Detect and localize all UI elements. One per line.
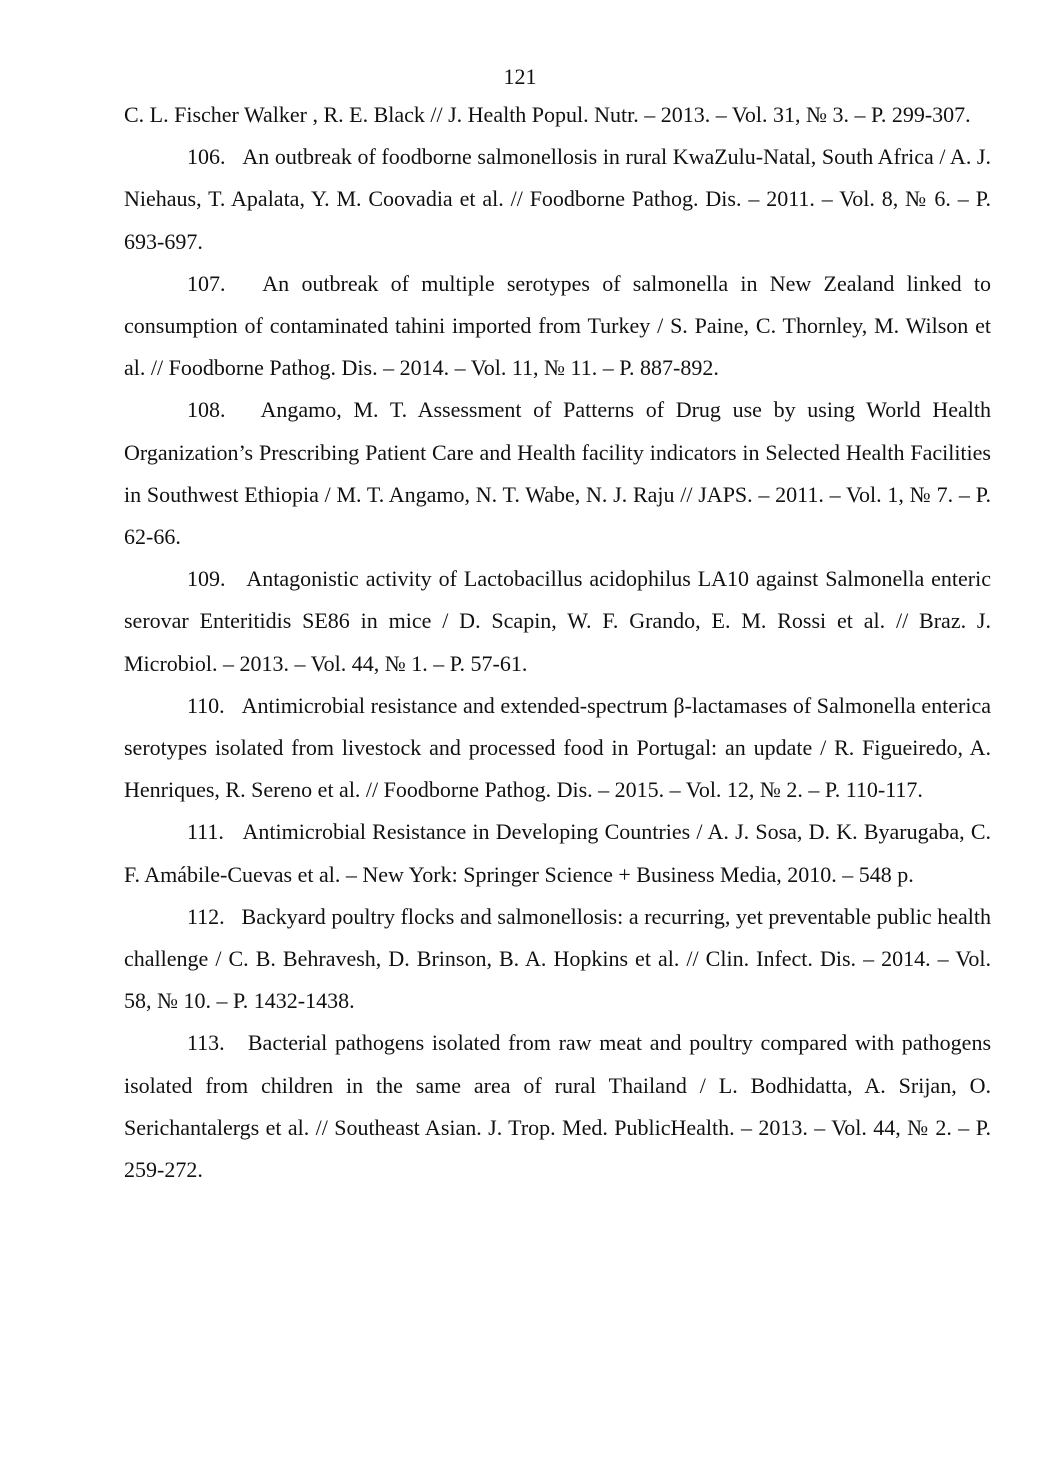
reference-text: Angamo, M. T. Assessment of Patterns of Drug use by using World Health Organization’s Prescribing Patient Care and Health facility indicators in Selected Health Facilities in Southwest Ethiopia / M. T. Angamo, N. T. Wabe, N. J. Raju // JAPS. – 2011. – Vol. 1, № 7. – P. 62-66.	[124, 397, 991, 550]
reference-number: 111.	[187, 819, 224, 845]
reference-item	[124, 896, 991, 1023]
reference-text: Antagonistic activity of Lactobacillus acidophilus LA10 against Salmonella enteric serovar Enteritidis SE86 in mice / D. Scapin, W. F. Grando, E. M. Rossi et al. // Braz. J. Microbiol. – 2013. – Vol. 44, № 1. – P. 57-61.	[124, 566, 991, 676]
reference-number: 112.	[187, 903, 225, 929]
reference-item	[124, 685, 991, 812]
reference-text: An outbreak of multiple serotypes of salmonella in New Zealand linked to consumption of contaminated tahini imported from Turkey / S. Paine, C. Thornley, M. Wilson et al. // Foodborne Pathog. Dis. – 2014. – Vol. 11, № 11. – P. 887-892.	[124, 270, 992, 381]
reference-number: 109.	[187, 566, 226, 592]
reference-list	[124, 94, 991, 1191]
reference-text: Backyard poultry flocks and salmonellosis: a recurring, yet preventable public health challenge / C. B. Behravesh, D. Brinson, B. A. Hopkins et al. // Clin. Infect. Dis. – 2014. – Vol. 58, № 10. – P. 1432-1438.	[124, 903, 991, 1014]
reference-text: Bacterial pathogens isolated from raw meat and poultry compared with pathogens isolated from children in the same area of rural Thailand / L. Bodhidatta, A. Srijan, O. Serichantalergs et al. // Southeast Asian. J. Trop. Med. PublicHealth. – 2013. – Vol. 44, № 2. – P. 259-272.	[124, 1030, 992, 1183]
reference-item	[124, 389, 991, 558]
reference-text: Antimicrobial Resistance in Developing Countries / A. J. Sosa, D. K. Byarugaba, C. F. Amábile-Cuevas et al. – New York: Springer Science + Business Media, 2010. – 548 p.	[124, 819, 991, 887]
reference-number: 108.	[187, 397, 226, 423]
reference-continuation: C. L. Fischer Walker , R. E. Black // J. Health Popul. Nutr. – 2013. – Vol. 31, № 3. – P. 299-307.	[124, 102, 971, 127]
reference-item	[124, 558, 991, 685]
reference-number: 107.	[187, 270, 226, 296]
reference-item	[124, 136, 991, 263]
reference-text: Antimicrobial resistance and extended-spectrum β-lactamases of Salmonella enterica serotypes isolated from livestock and processed food in Portugal: an update / R. Figueiredo, A. Henriques, R. Sereno et al. // Foodborne Pathog. Dis. – 2015. – Vol. 12, № 2. – P. 110-117.	[124, 692, 991, 803]
reference-number: 113.	[187, 1030, 225, 1056]
reference-text: An outbreak of foodborne salmonellosis in rural KwaZulu-Natal, South Africa / A. J. Niehaus, T. Apalata, Y. M. Coovadia et al. // Foodborne Pathog. Dis. – 2011. – Vol. 8, № 6. – P. 693-697.	[124, 144, 991, 254]
reference-item	[124, 811, 991, 895]
reference-item	[124, 1022, 991, 1191]
page-number: 121	[503, 64, 537, 89]
reference-item	[124, 263, 991, 390]
reference-number: 110.	[187, 692, 225, 718]
reference-number: 106.	[187, 144, 226, 170]
